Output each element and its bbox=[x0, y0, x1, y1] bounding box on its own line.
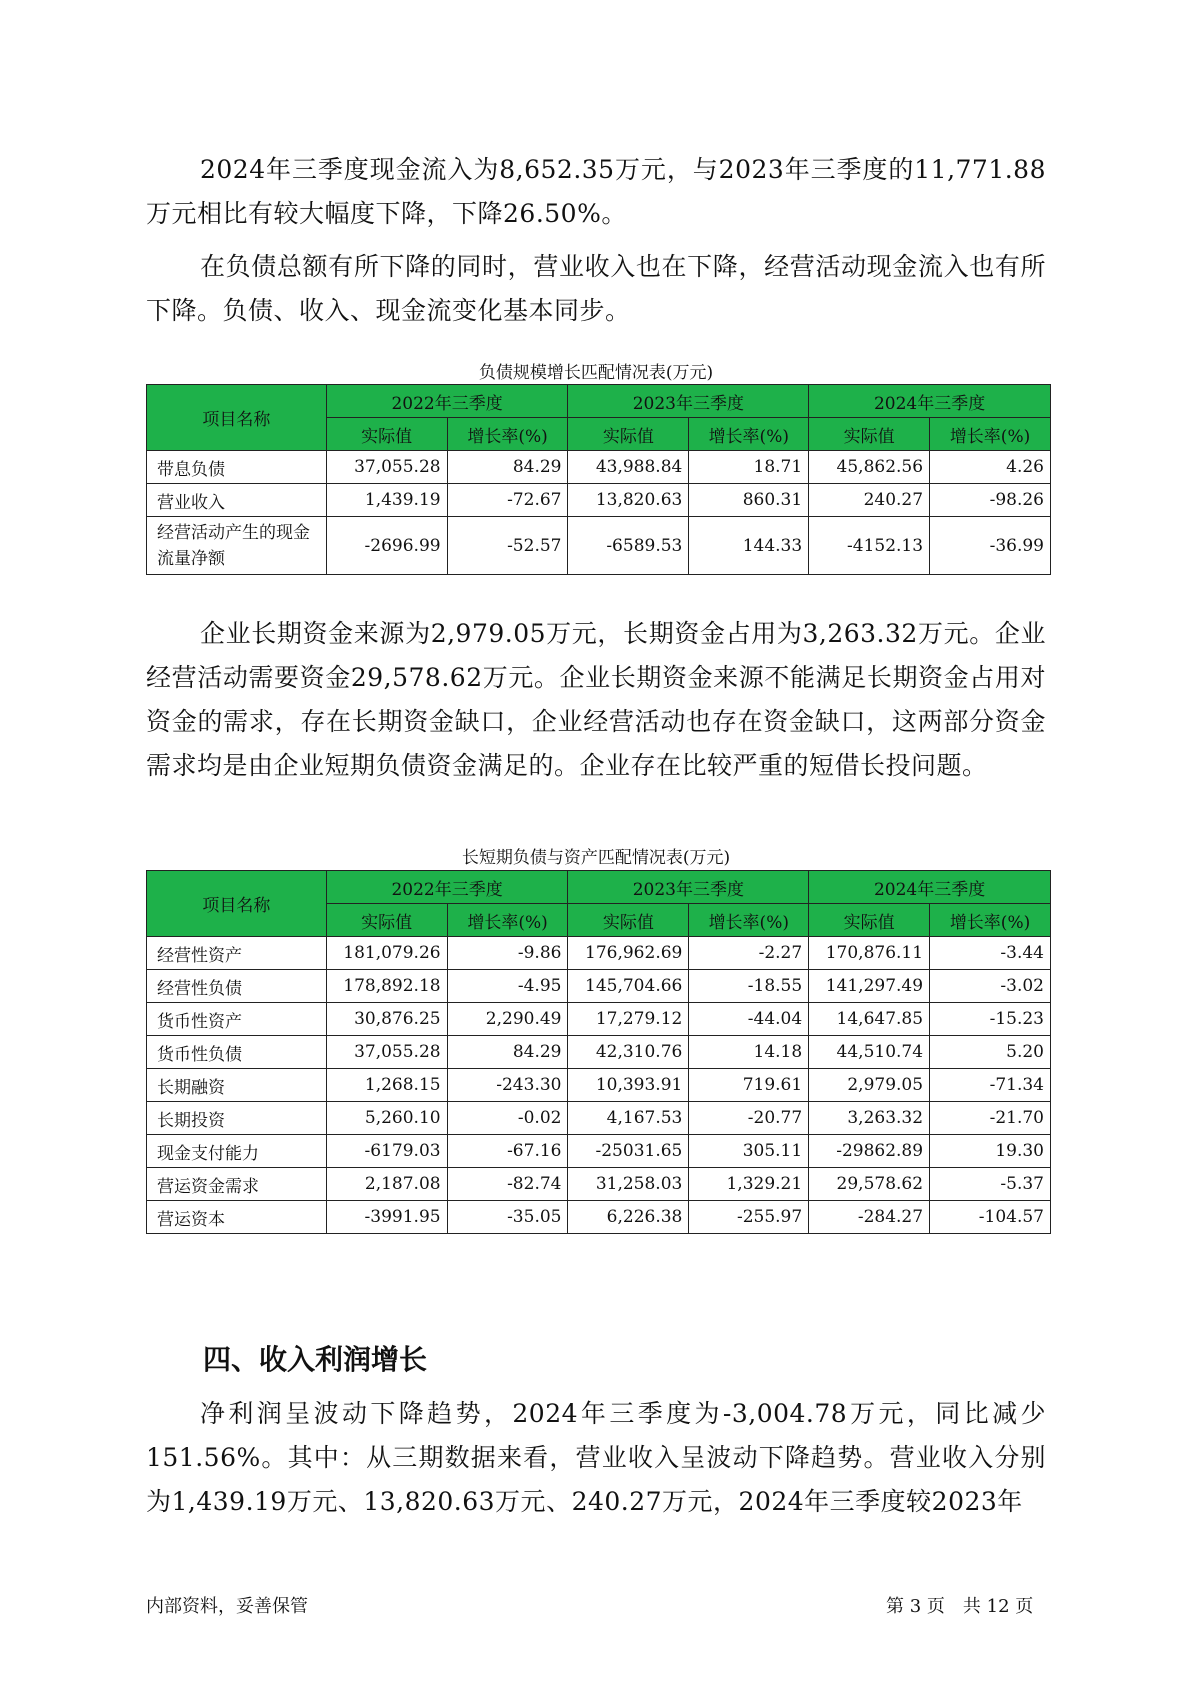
growth-rate-cell: -15.23 bbox=[930, 1003, 1051, 1036]
footer-confidential: 内部资料，妥善保管 bbox=[146, 1596, 308, 1617]
growth-rate-cell: -104.57 bbox=[930, 1201, 1051, 1234]
header-growth: 增长率(%) bbox=[930, 418, 1051, 451]
actual-value-cell: 4,167.53 bbox=[568, 1102, 689, 1135]
header-growth: 增长率(%) bbox=[930, 904, 1051, 937]
growth-rate-cell: 14.18 bbox=[689, 1036, 809, 1069]
growth-rate-cell: 18.71 bbox=[689, 451, 809, 484]
header-growth: 增长率(%) bbox=[689, 904, 809, 937]
growth-rate-cell: -3.02 bbox=[930, 970, 1051, 1003]
growth-rate-cell: -44.04 bbox=[689, 1003, 809, 1036]
header-period-2024: 2024年三季度 bbox=[809, 385, 1051, 418]
paragraph-debt-income-sync: 在负债总额有所下降的同时，营业收入也在下降，经营活动现金流入也有所下降。负债、收入、现金流变化基本同步。 bbox=[146, 252, 1046, 325]
growth-rate-cell: -2.27 bbox=[689, 937, 809, 970]
actual-value-cell: 13,820.63 bbox=[568, 484, 689, 517]
growth-rate-cell: -9.86 bbox=[447, 937, 568, 970]
growth-rate-cell: 4.26 bbox=[930, 451, 1051, 484]
growth-rate-cell: -255.97 bbox=[689, 1201, 809, 1234]
growth-rate-cell: -35.05 bbox=[447, 1201, 568, 1234]
row-label: 货币性负债 bbox=[147, 1036, 327, 1069]
actual-value-cell: 17,279.12 bbox=[568, 1003, 689, 1036]
actual-value-cell: 14,647.85 bbox=[809, 1003, 930, 1036]
table-row bbox=[147, 517, 1051, 575]
table-row bbox=[147, 1168, 1051, 1201]
growth-rate-cell: 5.20 bbox=[930, 1036, 1051, 1069]
actual-value-cell: 3,263.32 bbox=[809, 1102, 930, 1135]
header-item-name: 项目名称 bbox=[147, 385, 327, 451]
growth-rate-cell: -20.77 bbox=[689, 1102, 809, 1135]
paragraph-net-profit: 净利润呈波动下降趋势，2024年三季度为-3,004.78万元，同比减少151.56%。其中：从三期数据来看，营业收入呈波动下降趋势。营业收入分别为1,439.19万元、13,820.63万元、240.27万元，2024年三季度较2023年 bbox=[146, 1399, 1046, 1516]
actual-value-cell: 1,268.15 bbox=[326, 1069, 447, 1102]
actual-value-cell: 240.27 bbox=[809, 484, 930, 517]
actual-value-cell: 145,704.66 bbox=[568, 970, 689, 1003]
actual-value-cell: -6179.03 bbox=[326, 1135, 447, 1168]
actual-value-cell: 141,297.49 bbox=[809, 970, 930, 1003]
header-growth: 增长率(%) bbox=[689, 418, 809, 451]
header-actual: 实际值 bbox=[568, 904, 689, 937]
row-label: 经营性负债 bbox=[147, 970, 327, 1003]
growth-rate-cell: -72.67 bbox=[447, 484, 568, 517]
growth-rate-cell: 860.31 bbox=[689, 484, 809, 517]
actual-value-cell: 2,187.08 bbox=[326, 1168, 447, 1201]
header-period-2022: 2022年三季度 bbox=[326, 385, 568, 418]
table2-caption: 长短期负债与资产匹配情况表(万元) bbox=[461, 848, 731, 868]
header-actual: 实际值 bbox=[326, 418, 447, 451]
paragraph-cash-inflow: 2024年三季度现金流入为8,652.35万元，与2023年三季度的11,771.88万元相比有较大幅度下降，下降26.50%。 bbox=[146, 155, 1046, 228]
table-row bbox=[147, 1003, 1051, 1036]
actual-value-cell: -284.27 bbox=[809, 1201, 930, 1234]
actual-value-cell: 181,079.26 bbox=[326, 937, 447, 970]
actual-value-cell: 29,578.62 bbox=[809, 1168, 930, 1201]
actual-value-cell: -6589.53 bbox=[568, 517, 689, 575]
growth-rate-cell: 84.29 bbox=[447, 451, 568, 484]
header-actual: 实际值 bbox=[568, 418, 689, 451]
actual-value-cell: 6,226.38 bbox=[568, 1201, 689, 1234]
growth-rate-cell: -67.16 bbox=[447, 1135, 568, 1168]
row-label: 经营性资产 bbox=[147, 937, 327, 970]
actual-value-cell: 31,258.03 bbox=[568, 1168, 689, 1201]
growth-rate-cell: 719.61 bbox=[689, 1069, 809, 1102]
actual-value-cell: -2696.99 bbox=[326, 517, 447, 575]
growth-rate-cell: -243.30 bbox=[447, 1069, 568, 1102]
paragraph-long-term-funds: 企业长期资金来源为2,979.05万元，长期资金占用为3,263.32万元。企业经营活动需要资金29,578.62万元。企业长期资金来源不能满足长期资金占用对资金的需求，存在长期资金缺口，企业经营活动也存在资金缺口，这两部分资金需求均是由企业短期负债资金满足的。企业存在比较严重的短借长投问题。 bbox=[146, 619, 1046, 780]
growth-rate-cell: 1,329.21 bbox=[689, 1168, 809, 1201]
actual-value-cell: 43,988.84 bbox=[568, 451, 689, 484]
table-row bbox=[147, 1036, 1051, 1069]
actual-value-cell: -29862.89 bbox=[809, 1135, 930, 1168]
growth-rate-cell: -82.74 bbox=[447, 1168, 568, 1201]
growth-rate-cell: -52.57 bbox=[447, 517, 568, 575]
table-row bbox=[147, 937, 1051, 970]
actual-value-cell: 44,510.74 bbox=[809, 1036, 930, 1069]
growth-rate-cell: 144.33 bbox=[689, 517, 809, 575]
table1-caption: 负债规模增长匹配情况表(万元) bbox=[478, 363, 714, 383]
header-period-2024: 2024年三季度 bbox=[809, 871, 1051, 904]
actual-value-cell: -3991.95 bbox=[326, 1201, 447, 1234]
actual-value-cell: 2,979.05 bbox=[809, 1069, 930, 1102]
header-period-2023: 2023年三季度 bbox=[568, 871, 809, 904]
debt-growth-table bbox=[146, 384, 1051, 575]
actual-value-cell: 1,439.19 bbox=[326, 484, 447, 517]
header-actual: 实际值 bbox=[809, 418, 930, 451]
footer-page-number: 第 3 页 共 12 页 bbox=[886, 1596, 1034, 1617]
actual-value-cell: -4152.13 bbox=[809, 517, 930, 575]
actual-value-cell: 42,310.76 bbox=[568, 1036, 689, 1069]
row-label: 长期融资 bbox=[147, 1069, 327, 1102]
growth-rate-cell: -21.70 bbox=[930, 1102, 1051, 1135]
row-label: 营业收入 bbox=[147, 484, 327, 517]
actual-value-cell: 37,055.28 bbox=[326, 1036, 447, 1069]
growth-rate-cell: -36.99 bbox=[930, 517, 1051, 575]
row-label: 经营活动产生的现金流量净额 bbox=[147, 517, 327, 575]
header-actual: 实际值 bbox=[809, 904, 930, 937]
growth-rate-cell: 84.29 bbox=[447, 1036, 568, 1069]
actual-value-cell: -25031.65 bbox=[568, 1135, 689, 1168]
header-period-2022: 2022年三季度 bbox=[326, 871, 568, 904]
row-label: 营运资本 bbox=[147, 1201, 327, 1234]
growth-rate-cell: 305.11 bbox=[689, 1135, 809, 1168]
actual-value-cell: 37,055.28 bbox=[326, 451, 447, 484]
row-label: 货币性资产 bbox=[147, 1003, 327, 1036]
growth-rate-cell: -4.95 bbox=[447, 970, 568, 1003]
actual-value-cell: 5,260.10 bbox=[326, 1102, 447, 1135]
header-item-name: 项目名称 bbox=[147, 871, 327, 937]
growth-rate-cell: -3.44 bbox=[930, 937, 1051, 970]
actual-value-cell: 170,876.11 bbox=[809, 937, 930, 970]
table-row bbox=[147, 1069, 1051, 1102]
actual-value-cell: 45,862.56 bbox=[809, 451, 930, 484]
growth-rate-cell: -18.55 bbox=[689, 970, 809, 1003]
header-actual: 实际值 bbox=[326, 904, 447, 937]
table-row bbox=[147, 1201, 1051, 1234]
growth-rate-cell: -98.26 bbox=[930, 484, 1051, 517]
table-row bbox=[147, 1135, 1051, 1168]
row-label: 长期投资 bbox=[147, 1102, 327, 1135]
growth-rate-cell: 2,290.49 bbox=[447, 1003, 568, 1036]
header-growth: 增长率(%) bbox=[447, 904, 568, 937]
growth-rate-cell: -0.02 bbox=[447, 1102, 568, 1135]
row-label: 带息负债 bbox=[147, 451, 327, 484]
actual-value-cell: 176,962.69 bbox=[568, 937, 689, 970]
growth-rate-cell: -5.37 bbox=[930, 1168, 1051, 1201]
table-row bbox=[147, 1102, 1051, 1135]
row-label: 营运资金需求 bbox=[147, 1168, 327, 1201]
table-row bbox=[147, 451, 1051, 484]
row-label: 现金支付能力 bbox=[147, 1135, 327, 1168]
growth-rate-cell: -71.34 bbox=[930, 1069, 1051, 1102]
header-growth: 增长率(%) bbox=[447, 418, 568, 451]
growth-rate-cell: 19.30 bbox=[930, 1135, 1051, 1168]
actual-value-cell: 10,393.91 bbox=[568, 1069, 689, 1102]
table-row bbox=[147, 484, 1051, 517]
actual-value-cell: 178,892.18 bbox=[326, 970, 447, 1003]
table-row bbox=[147, 970, 1051, 1003]
asset-liability-table bbox=[146, 870, 1051, 1234]
header-period-2023: 2023年三季度 bbox=[568, 385, 809, 418]
section-heading: 四、收入利润增长 bbox=[203, 1343, 428, 1376]
actual-value-cell: 30,876.25 bbox=[326, 1003, 447, 1036]
